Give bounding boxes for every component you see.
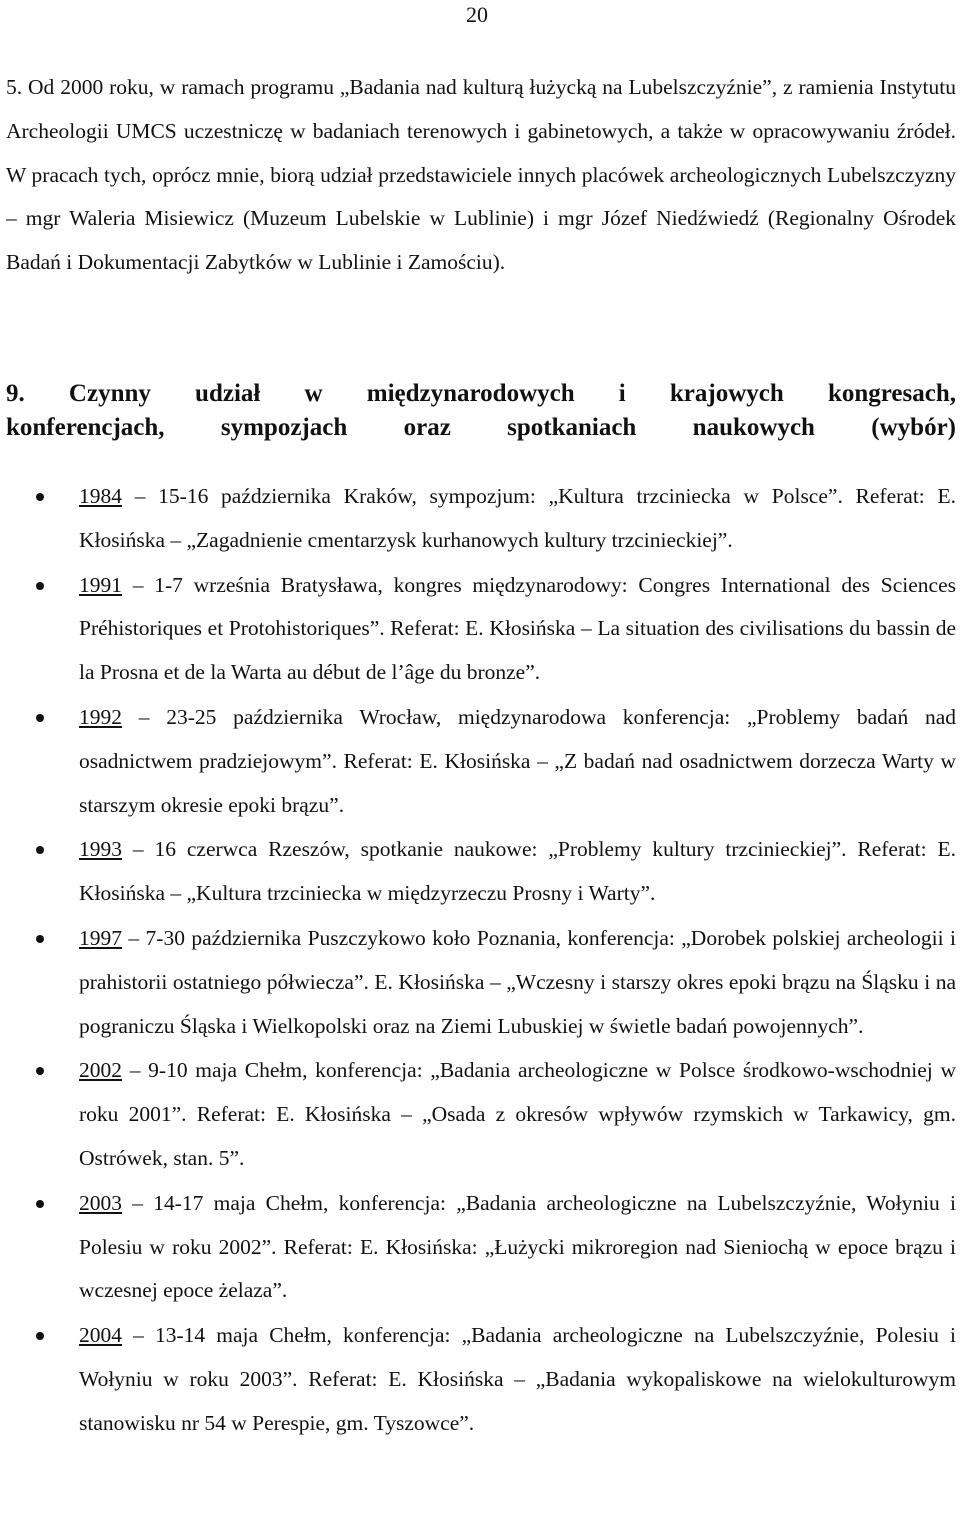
list-item <box>0 1314 956 1445</box>
section-9-heading-line-1: 9. Czynny udział w międzynarodowych i krajowych kongresach, <box>6 380 956 407</box>
entry-text: – 14-17 maja Chełm, konferencja: „Badania archeologiczne na Lubelszczyźnie, Wołyniu i Polesiu w roku 2002”. Referat: E. Kłosińska: „Łużycki mikroregion nad Sieniochą w epoce brązu i wczesnej epoce żelaza”. <box>79 1190 956 1303</box>
entry-text: – 23-25 października Wrocław, międzynarodowa konferencja: „Problemy badań nad osadnictwem pradziejowym”. Referat: E. Kłosińska – „Z badań nad osadnictwem dorzecza Warty w starszym okresie epoki brązu”. <box>79 704 956 817</box>
entry-year: 1997 <box>79 925 122 950</box>
entry-text: – 15-16 października Kraków, sympozjum: „Kultura trzciniecka w Polsce”. Referat: E. Kłosińska – „Zagadnienie cmentarzysk kurhanowych kultury trzcinieckiej”. <box>79 484 956 552</box>
list-item <box>0 917 956 1048</box>
bullet-icon <box>36 493 44 501</box>
list-item <box>0 564 956 695</box>
section-9-heading-line-2: konferencjach, sympozjach oraz spotkaniach naukowych (wybór) <box>6 414 956 441</box>
entry-year: 2004 <box>79 1323 122 1348</box>
bullet-icon <box>36 846 44 854</box>
bullet-icon <box>36 582 44 590</box>
list-item <box>0 828 956 916</box>
entry-year: 1993 <box>79 837 122 862</box>
section-5-paragraph: 5. Od 2000 roku, w ramach programu „Badania nad kulturą łużycką na Lubelszczyźnie”, z ramienia Instytutu Archeologii UMCS uczestniczę w badaniach terenowych i gabinetowych, a także w opracowywaniu źródeł. W pracach tych, oprócz mnie, biorą udział przedstawiciele innych placówek archeologicznych Lubelszczyzny – mgr Waleria Misiewicz (Muzeum Lubelskie w Lublinie) i mgr Józef Niedźwiedź (Regionalny Ośrodek Badań i Dokumentacji Zabytków w Lublinie i Zamościu). <box>6 75 956 275</box>
list-item <box>0 1049 956 1180</box>
bullet-icon <box>36 935 44 943</box>
entry-year: 1984 <box>79 484 122 508</box>
bullet-icon <box>36 714 44 722</box>
bullet-icon <box>36 1332 44 1340</box>
list-item <box>0 696 956 827</box>
page-number: 20 <box>466 2 488 27</box>
list-item <box>0 1182 956 1313</box>
list-item <box>0 475 956 563</box>
entry-year: 1992 <box>79 704 122 729</box>
entry-text: – 16 czerwca Rzeszów, spotkanie naukowe: „Problemy kultury trzcinieckiej”. Referat: E. Kłosińska – „Kultura trzciniecka w międzyrzeczu Prosny i Warty”. <box>79 837 956 906</box>
entry-text: – 7-30 października Puszczykowo koło Poznania, konferencja: „Dorobek polskiej archeologii i prahistorii ostatniego półwiecza”. E. Kłosińska – „Wczesny i starszy okres epoki brązu na Śląsku i na pograniczu Śląska i Wielkopolski oraz na Ziemi Lubuskiej w świetle badań powojennych”. <box>79 925 956 1038</box>
entry-text: – 1-7 września Bratysława, kongres międzynarodowy: Congres International des Sciences Préhistoriques et Protohistoriques”. Referat: E. Kłosińska – La situation des civilisations du bassin de la Prosna et de la Warta au début de l’âge du bronze”. <box>79 572 956 685</box>
bullet-icon <box>36 1200 44 1208</box>
conference-list <box>0 475 956 1447</box>
entry-year: 2002 <box>79 1058 122 1083</box>
bullet-icon <box>36 1067 44 1075</box>
entry-year: 1991 <box>79 572 122 597</box>
entry-text: – 9-10 maja Chełm, konferencja: „Badania archeologiczne w Polsce środkowo-wschodniej w roku 2001”. Referat: E. Kłosińska – „Osada z okresów wpływów rzymskich w Tarkawicy, gm. Ostrówek, stan. 5”. <box>79 1058 956 1170</box>
section-9-heading <box>6 377 956 445</box>
entry-year: 2003 <box>79 1190 122 1215</box>
entry-text: – 13-14 maja Chełm, konferencja: „Badania archeologiczne na Lubelszczyźnie, Polesiu i Wołyniu w roku 2003”. Referat: E. Kłosińska – „Badania wykopaliskowe na wielokulturowym stanowisku nr 54 w Perespie, gm. Tyszowce”. <box>79 1323 956 1435</box>
